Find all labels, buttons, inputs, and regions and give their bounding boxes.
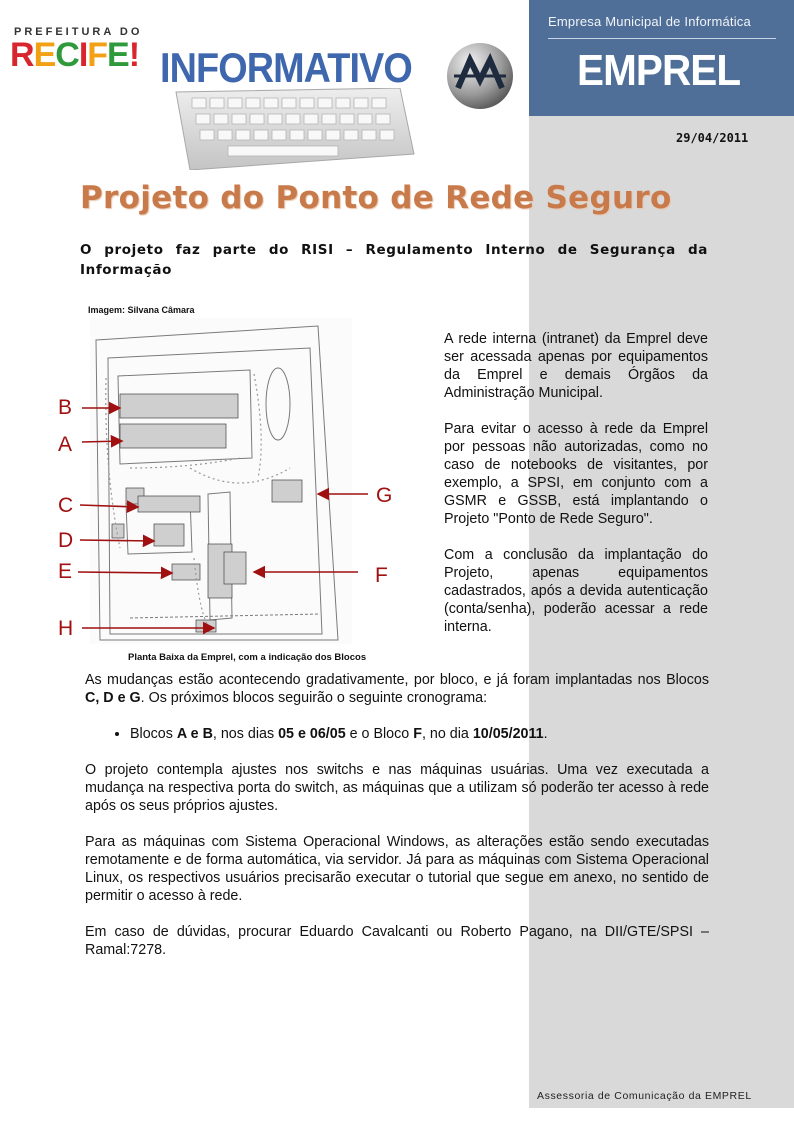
map-label-b: B xyxy=(58,396,73,419)
article-subtitle: O projeto faz parte do RISI – Regulamento Interno de Segurança da Informação xyxy=(80,242,708,278)
map-label-d: D xyxy=(58,529,74,552)
map-label-h: H xyxy=(58,617,74,640)
emprel-globe-logo xyxy=(444,40,516,112)
article-body xyxy=(85,671,709,977)
issue-date: 29/04/2011 xyxy=(676,131,749,145)
schedule-list xyxy=(85,725,709,743)
side-paragraph: A rede interna (intranet) da Emprel deve ser acessada apenas por equipamentos da Emprel e demais Órgãos da Administração Municipal. xyxy=(444,331,708,401)
body-paragraph-schedule: As mudanças estão acontecendo gradativamente, por bloco, e já foram implantadas nos Blocos C, D e G. Os próximos blocos seguirão o seguinte cronograma: xyxy=(85,672,709,706)
map-label-g: G xyxy=(376,484,393,507)
map-caption: Planta Baixa da Emprel, com a indicação dos Blocos xyxy=(128,652,367,663)
list-item: • Blocos A e B, nos dias 05 e 06/05 e o Bloco F, no dia 10/05/2011. xyxy=(130,725,709,743)
map-label-f: F xyxy=(375,564,388,587)
logo-top-text: PREFEITURA DO xyxy=(14,26,143,38)
org-name: Empresa Municipal de Informática xyxy=(548,14,751,29)
prefeitura-logo xyxy=(8,26,148,96)
side-column xyxy=(444,330,708,654)
org-divider xyxy=(548,38,776,39)
side-paragraph: Com a conclusão da implantação do Projeto, apenas equipamentos cadastrados, após a devida autenticação (conta/senha), poderão acessar a rede interna. xyxy=(444,547,708,635)
publication-title: INFORMATIVO xyxy=(160,44,412,91)
map-label-a: A xyxy=(58,433,73,456)
article-title: Projeto do Ponto de Rede Seguro xyxy=(80,180,672,216)
map-label-e: E xyxy=(58,560,73,583)
body-paragraph: Em caso de dúvidas, procurar Eduardo Cavalcanti ou Roberto Pagano, na DII/GTE/SPSI – Ramal:7278. xyxy=(85,924,709,958)
body-paragraph: O projeto contempla ajustes nos switchs e nas máquinas usuárias. Uma vez executada a mudança na respectiva porta do switch, as máquinas que a utilizam só poderão ter acesso à rede após os seus próprios ajustes. xyxy=(85,762,709,814)
keyboard-icon xyxy=(168,88,418,170)
map-arrows xyxy=(0,300,400,640)
org-logo-text: EMPREL xyxy=(577,46,741,95)
side-paragraph: Para evitar o acesso à rede da Emprel por pessoas não autorizadas, como no caso de notebooks de visitantes, por exemplo, a SPSI, em conjunto com a GSMR e GSSB, está implantando o Projeto "Ponto de Rede Seguro". xyxy=(444,421,708,527)
logo-main-text: RECIFE! xyxy=(10,36,140,74)
footer-credit: Assessoria de Comunicação da EMPREL xyxy=(537,1090,752,1102)
map-label-c: C xyxy=(58,494,74,517)
image-credit: Imagem: Silvana Câmara xyxy=(88,305,195,315)
body-paragraph: Para as máquinas com Sistema Operacional Windows, as alterações estão sendo executadas remotamente e de forma automática, via servidor. Já para as máquinas com Sistema Operacional Linux, os respectivos usuários precisarão executar o tutorial que segue em anexo, no sentido de permitir o acesso à rede. xyxy=(85,834,709,904)
